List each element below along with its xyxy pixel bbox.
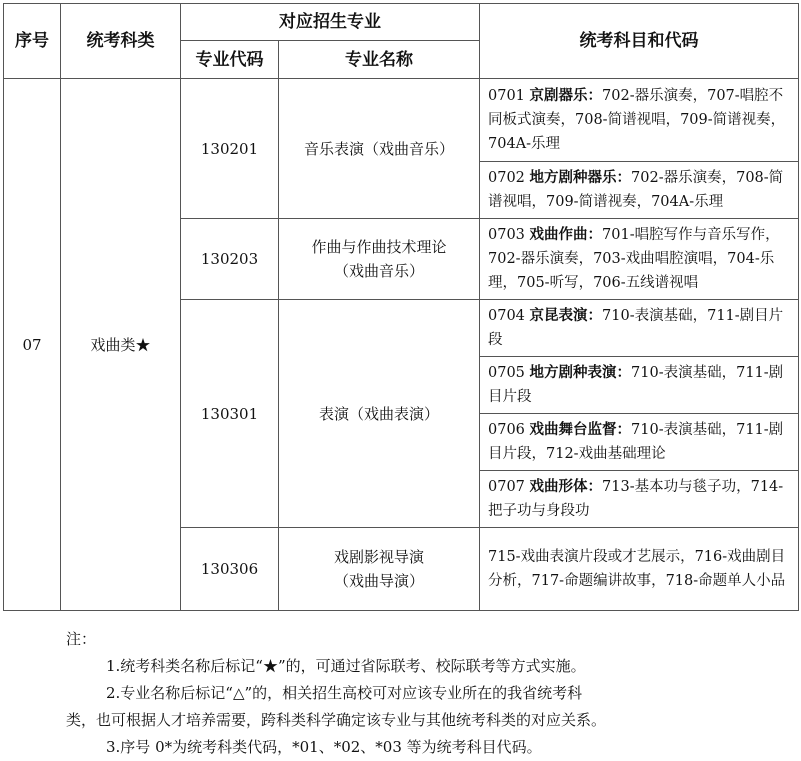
header-category: 统考科类 [61, 4, 181, 79]
row-category: 戏曲类★ [61, 79, 181, 611]
major-code: 130301 [181, 300, 279, 528]
subject-cell: 0703 戏曲作曲：701-唱腔写作与音乐写作，702-器乐演奏，703-戏曲唱腔演唱，704-乐理，705-听写，706-五线谱视唱 [480, 219, 799, 300]
note-2-line-1: 2.专业名称后标记“△”的，相关招生高校可对应该专业所在的我省统考科 [106, 684, 583, 702]
header-major-code: 专业代码 [181, 41, 279, 79]
note-2-line-2: 类，也可根据人才培养需要，跨科类科学确定该专业与其他统考科类的对应关系。 [66, 711, 607, 729]
subject-cell: 0704 京昆表演：710-表演基础，711-剧目片段 [480, 300, 799, 357]
major-name: 音乐表演（戏曲音乐） [279, 79, 480, 219]
subject-cell: 0701 京剧器乐：702-器乐演奏，707-唱腔不同板式演奏，708-简谱视唱，709-简谱视奏，704A-乐理 [480, 79, 799, 162]
exam-table [3, 3, 799, 611]
header-subjects: 统考科目和代码 [480, 4, 799, 79]
note-3: 3.序号 0*为统考科类代码，*01、*02、*03 等为统考科目代码。 [106, 738, 542, 756]
major-name: 戏剧影视导演 （戏曲导演） [279, 528, 480, 611]
header-major-group: 对应招生专业 [181, 4, 480, 41]
notes-title: 注： [66, 630, 97, 648]
note-1: 1.统考科类名称后标记“★”的，可通过省际联考、校际联考等方式实施。 [106, 657, 586, 675]
subject-cell: 0706 戏曲舞台监督：710-表演基础，711-剧目片段，712-戏曲基础理论 [480, 414, 799, 471]
major-name: 作曲与作曲技术理论 （戏曲音乐） [279, 219, 480, 300]
row-seq: 07 [4, 79, 61, 611]
subject-cell: 715-戏曲表演片段或才艺展示，716-戏曲剧目分析，717-命题编讲故事，718-命题单人小品 [480, 528, 799, 611]
header-major-name: 专业名称 [279, 41, 480, 79]
major-code: 130306 [181, 528, 279, 611]
major-code: 130203 [181, 219, 279, 300]
subject-cell: 0705 地方剧种表演：710-表演基础，711-剧目片段 [480, 357, 799, 414]
subject-cell: 0707 戏曲形体：713-基本功与毯子功，714-把子功与身段功 [480, 471, 799, 528]
major-code: 130201 [181, 79, 279, 219]
notes [66, 626, 756, 761]
header-seq: 序号 [4, 4, 61, 79]
subject-cell: 0702 地方剧种器乐：702-器乐演奏，708-简谱视唱，709-简谱视奏，704A-乐理 [480, 162, 799, 219]
major-name: 表演（戏曲表演） [279, 300, 480, 528]
